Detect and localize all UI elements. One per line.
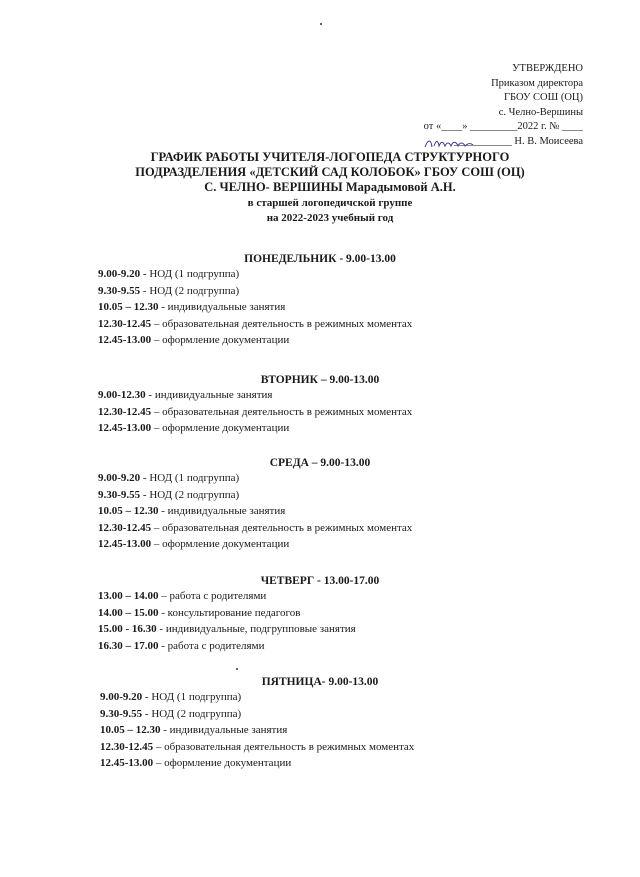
time-slot: 9.30-9.55 bbox=[98, 284, 141, 297]
activity: - индивидуальные занятия bbox=[145, 389, 273, 401]
approval-date-line: от «____» _________2022 г. № ____ bbox=[423, 121, 583, 133]
time-slot: 12.45-13.00 bbox=[98, 422, 152, 435]
time-slot: 9.00-9.20 bbox=[98, 472, 141, 484]
signatory-name: ___________ Н. В. Моисеева bbox=[454, 135, 583, 147]
title-line-5: на 2022-2023 учебный год bbox=[266, 211, 394, 224]
time-slot: 9.30-9.55 bbox=[100, 707, 143, 720]
activity: – оформление документации bbox=[153, 757, 292, 770]
activity: - индивидуальные занятия bbox=[160, 724, 288, 737]
schedule-row bbox=[98, 536, 412, 553]
schedule-row bbox=[98, 283, 412, 300]
activity: – оформление документации bbox=[151, 422, 290, 435]
tuesday-schedule bbox=[98, 387, 412, 437]
time-slot: 9.00-12.30 bbox=[98, 389, 146, 401]
schedule-row bbox=[98, 470, 412, 487]
schedule-row bbox=[98, 487, 412, 504]
schedule-row bbox=[98, 520, 412, 537]
time-slot: 12.45-13.00 bbox=[100, 757, 154, 770]
time-slot: 15.00 - 16.30 bbox=[98, 623, 157, 636]
time-slot: 10.05 – 12.30 bbox=[98, 505, 159, 518]
time-slot: 13.00 – 14.00 bbox=[98, 590, 159, 602]
activity: – образовательная деятельность в режимных моментах bbox=[151, 521, 413, 534]
activity: – образовательная деятельность в режимных моментах bbox=[151, 317, 413, 330]
title-line-2: ПОДРАЗДЕЛЕНИЯ «ДЕТСКИЙ САД КОЛОБОК» ГБОУ СОШ (ОЦ) bbox=[135, 165, 525, 180]
schedule-row bbox=[98, 299, 412, 316]
schedule-row bbox=[98, 503, 412, 520]
time-slot: 9.00-9.20 bbox=[98, 268, 141, 280]
activity: – образовательная деятельность в режимных моментах bbox=[153, 740, 415, 753]
title-line-3: С. ЧЕЛНО- ВЕРШИНЫ Марадымовой А.Н. bbox=[204, 180, 456, 195]
schedule-row bbox=[98, 316, 412, 333]
activity: – оформление документации bbox=[151, 538, 290, 551]
time-slot: 12.30-12.45 bbox=[98, 405, 152, 418]
activity: - индивидуальные занятия bbox=[158, 505, 286, 518]
activity: - НОД (2 подгруппа) bbox=[140, 488, 240, 501]
schedule-row bbox=[100, 755, 414, 772]
day-heading-tuesday: ВТОРНИК – 9.00-13.00 bbox=[260, 374, 380, 386]
time-slot: 10.05 – 12.30 bbox=[98, 301, 159, 314]
day-heading-thursday: ЧЕТВЕРГ - 13.00-17.00 bbox=[260, 575, 380, 587]
schedule-row bbox=[98, 420, 412, 437]
activity: - НОД (1 подгруппа) bbox=[142, 691, 242, 703]
schedule-row bbox=[98, 588, 356, 605]
activity: – образовательная деятельность в режимных моментах bbox=[151, 405, 413, 418]
activity: - консультирование педагогов bbox=[158, 606, 301, 619]
time-slot: 14.00 – 15.00 bbox=[98, 606, 159, 619]
scan-speck bbox=[236, 668, 238, 670]
approval-school: ГБОУ СОШ (ОЦ) bbox=[503, 92, 583, 104]
schedule-row bbox=[100, 739, 414, 756]
approval-order: Приказом директора bbox=[491, 77, 583, 89]
title-line-4: в старшей логопедичской группе bbox=[247, 196, 413, 209]
scan-speck bbox=[320, 23, 322, 25]
schedule-row bbox=[98, 387, 412, 404]
day-heading-friday: ПЯТНИЦА- 9.00-13.00 bbox=[261, 676, 379, 688]
schedule-row bbox=[98, 605, 356, 622]
signatory-line bbox=[323, 135, 583, 150]
time-slot: 12.45-13.00 bbox=[98, 334, 152, 347]
time-slot: 12.45-13.00 bbox=[98, 538, 152, 551]
approval-block bbox=[323, 62, 583, 150]
approval-heading: УТВЕРЖДЕНО bbox=[512, 63, 583, 74]
time-slot: 12.30-12.45 bbox=[98, 317, 152, 330]
approval-village: с. Челно-Вершины bbox=[498, 106, 583, 118]
time-slot: 9.00-9.20 bbox=[100, 691, 143, 703]
schedule-row bbox=[100, 689, 414, 706]
thursday-schedule bbox=[98, 588, 356, 654]
activity: - НОД (1 подгруппа) bbox=[140, 268, 240, 280]
friday-schedule bbox=[100, 689, 414, 772]
activity: - индивидуальные, подгрупповые занятия bbox=[156, 623, 356, 636]
activity: - работа с родителями bbox=[158, 639, 265, 652]
schedule-title bbox=[60, 150, 600, 226]
time-slot: 12.30-12.45 bbox=[100, 740, 154, 753]
activity: - НОД (2 подгруппа) bbox=[140, 284, 240, 297]
time-slot: 12.30-12.45 bbox=[98, 521, 152, 534]
time-slot: 16.30 – 17.00 bbox=[98, 639, 159, 652]
activity: – работа с родителями bbox=[158, 590, 267, 602]
activity: - индивидуальные занятия bbox=[158, 301, 286, 314]
schedule-row bbox=[98, 266, 412, 283]
schedule-row bbox=[98, 638, 356, 655]
schedule-row bbox=[98, 404, 412, 421]
time-slot: 10.05 – 12.30 bbox=[100, 724, 161, 737]
day-heading-wednesday: СРЕДА – 9.00-13.00 bbox=[269, 457, 371, 469]
handwritten-signature bbox=[423, 137, 475, 149]
monday-schedule bbox=[98, 266, 412, 349]
day-heading-monday: ПОНЕДЕЛЬНИК - 9.00-13.00 bbox=[244, 253, 396, 265]
wednesday-schedule bbox=[98, 470, 412, 553]
schedule-row bbox=[98, 332, 412, 349]
time-slot: 9.30-9.55 bbox=[98, 488, 141, 501]
activity: – оформление документации bbox=[151, 334, 290, 347]
schedule-row bbox=[98, 621, 356, 638]
schedule-row bbox=[100, 706, 414, 723]
activity: - НОД (1 подгруппа) bbox=[140, 472, 240, 484]
schedule-row bbox=[100, 722, 414, 739]
activity: - НОД (2 подгруппа) bbox=[142, 707, 242, 720]
title-line-1: ГРАФИК РАБОТЫ УЧИТЕЛЯ-ЛОГОПЕДА СТРУКТУРНОГО bbox=[150, 150, 510, 164]
